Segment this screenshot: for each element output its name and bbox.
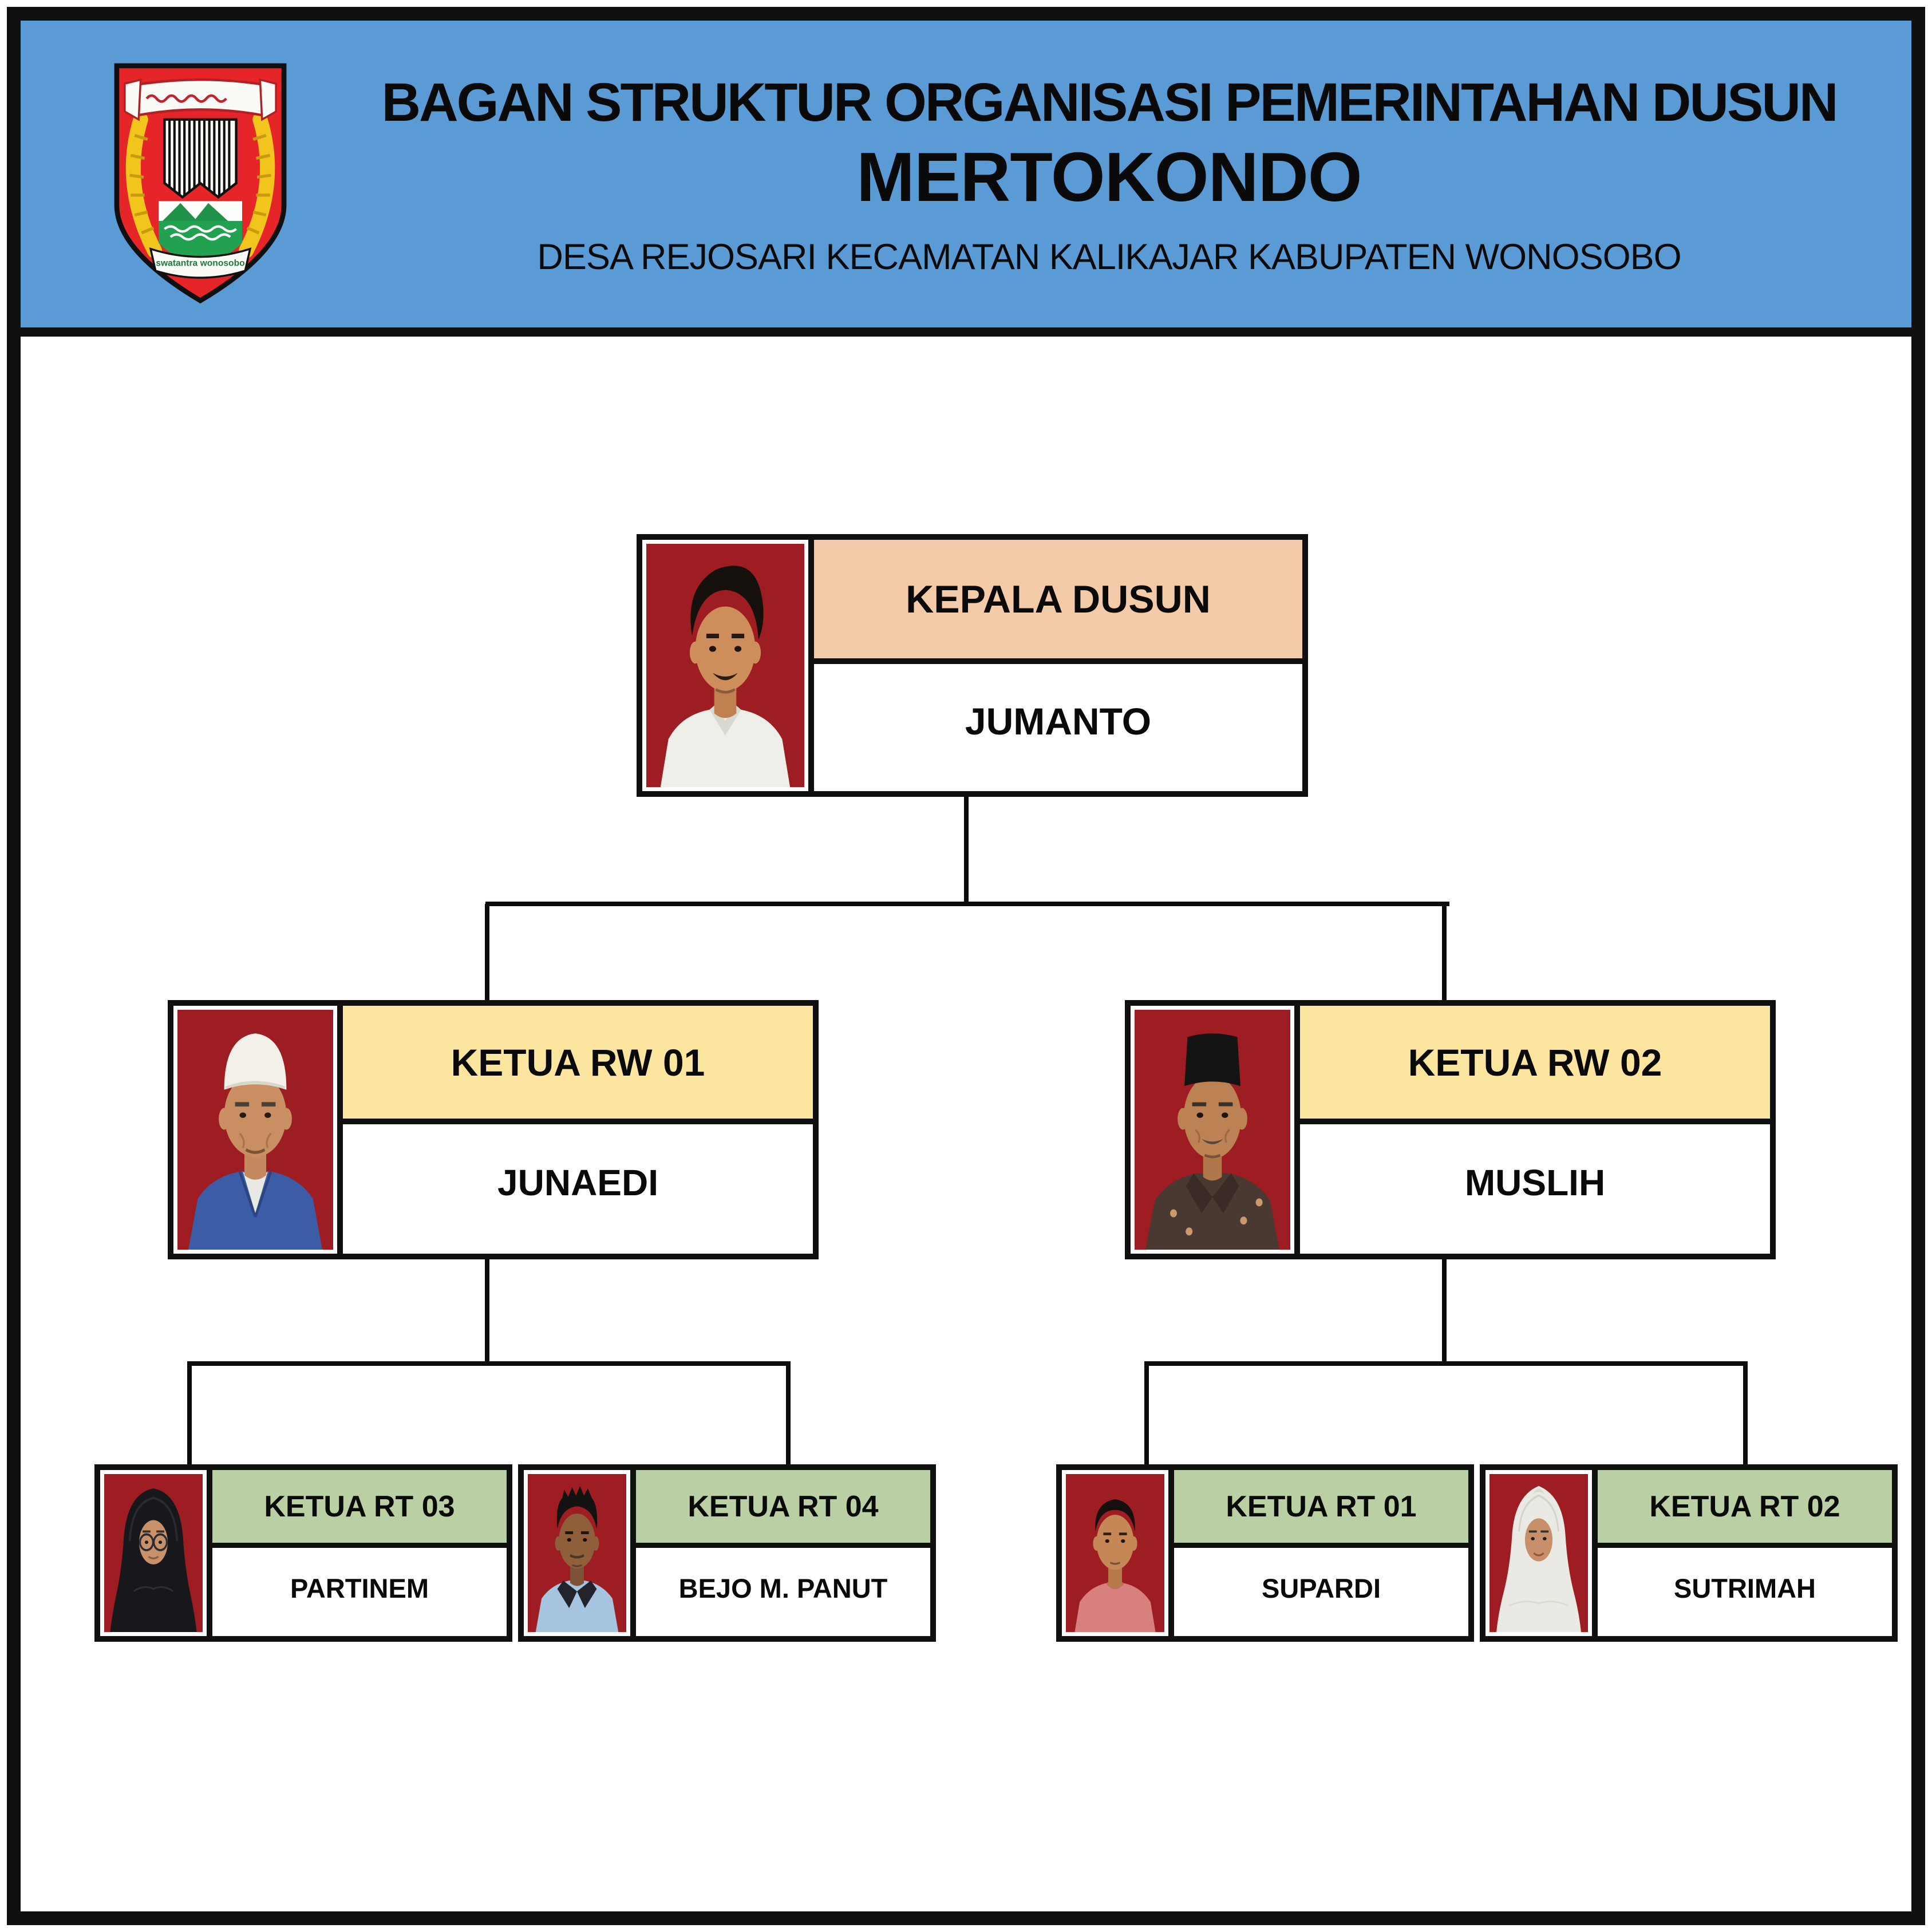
header-titles: [307, 21, 1911, 327]
crest-motto: swatantra wonosobo: [156, 258, 245, 268]
person-name: MUSLIH: [1300, 1124, 1770, 1254]
connector-rw02-down: [1442, 1248, 1447, 1364]
role-title: KETUA RT 04: [636, 1470, 930, 1548]
photo-sutrimah: [1485, 1470, 1598, 1636]
page-title-line1: BAGAN STRUKTUR ORGANISASI PEMERINTAHAN DUSUN: [381, 72, 1837, 133]
connector-root-drop: [964, 785, 969, 904]
connector-rw01-drop: [485, 904, 489, 1000]
connector-rt-left-horizontal: [187, 1361, 791, 1366]
person-name: SUTRIMAH: [1598, 1548, 1892, 1636]
person-name: PARTINEM: [212, 1548, 507, 1636]
org-box-ketua-rt-02: [1480, 1464, 1898, 1642]
org-box-ketua-rw-02: [1125, 1000, 1776, 1259]
role-title: KETUA RT 01: [1174, 1470, 1468, 1548]
photo-jumanto: [642, 540, 814, 791]
connector-rt03-drop: [187, 1364, 192, 1464]
photo-muslih: [1131, 1006, 1300, 1254]
role-title: KETUA RW 01: [343, 1006, 813, 1124]
wonosobo-crest-icon: [95, 54, 306, 313]
header-banner: [21, 21, 1911, 337]
role-title: KEPALA DUSUN: [814, 540, 1302, 664]
connector-rt01-drop: [1144, 1364, 1149, 1464]
person-name: BEJO M. PANUT: [636, 1548, 930, 1636]
page-subtitle: DESA REJOSARI KECAMATAN KALIKAJAR KABUPATEN WONOSOBO: [537, 237, 1681, 277]
role-title: KETUA RT 02: [1598, 1470, 1892, 1548]
person-name: JUNAEDI: [343, 1124, 813, 1254]
connector-rw01-down: [485, 1248, 489, 1364]
connector-rt-right-horizontal: [1144, 1361, 1748, 1366]
connector-rw02-drop: [1442, 904, 1447, 1000]
role-title: KETUA RT 03: [212, 1470, 507, 1548]
photo-bejo-m-panut: [524, 1470, 636, 1636]
connector-rt02-drop: [1743, 1364, 1748, 1464]
role-title: KETUA RW 02: [1300, 1006, 1770, 1124]
person-name: SUPARDI: [1174, 1548, 1468, 1636]
page-title-line2: MERTOKONDO: [856, 138, 1362, 216]
connector-rt04-drop: [786, 1364, 791, 1464]
photo-partinem: [100, 1470, 212, 1636]
org-box-ketua-rt-01: [1056, 1464, 1474, 1642]
connector-rw-horizontal: [485, 902, 1449, 906]
org-box-kepala-dusun: [637, 534, 1308, 797]
org-box-ketua-rt-04: [518, 1464, 936, 1642]
person-name: JUMANTO: [814, 664, 1302, 791]
photo-supardi: [1062, 1470, 1174, 1636]
org-box-ketua-rt-03: [94, 1464, 512, 1642]
org-box-ketua-rw-01: [168, 1000, 819, 1259]
photo-junaedi: [173, 1006, 343, 1254]
